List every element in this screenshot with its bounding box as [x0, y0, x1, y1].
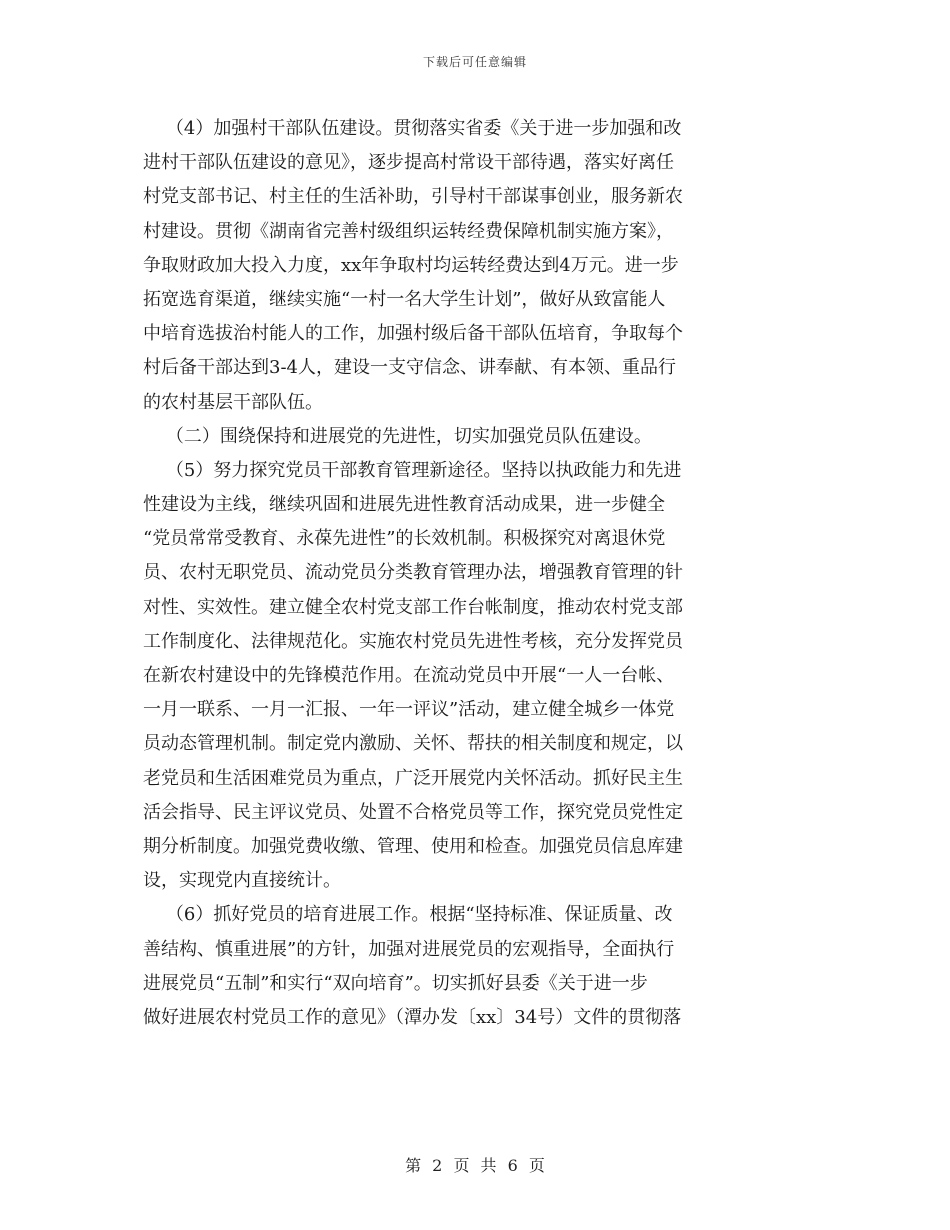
- body-line: （5）努力探究党员干部教育管理新途径。坚持以执政能力和先进: [143, 459, 682, 481]
- body-line: “党员常常受教育、永葆先进性”的长效机制。积极探究对离退休党: [143, 528, 666, 550]
- body-line: 性建设为主线，继续巩固和进展先进性教育活动成果，进一步健全: [143, 494, 665, 516]
- section-heading: （二）围绕保持和进展党的先进性，切实加强党员队伍建设。: [143, 425, 652, 447]
- body-line: 争取财政加大投入力度，xx年争取村均运转经费达到4万元。进一步: [143, 254, 679, 276]
- body-line: 老党员和生活困难党员为重点，广泛开展党内关怀活动。抓好民主生: [143, 767, 683, 789]
- body-line: 期分析制度。加强党费收缴、管理、使用和检查。加强党员信息库建: [143, 835, 683, 857]
- body-line: 活会指导、民主评议党员、处置不合格党员等工作，探究党员党性定: [143, 801, 683, 823]
- body-line: 的农村基层干部队伍。: [143, 391, 323, 413]
- body-line: 设，实现党内直接统计。: [143, 870, 341, 892]
- body-line: 善结构、慎重进展”的方针，加强对进展党员的宏观指导，全面执行: [143, 938, 675, 960]
- body-line: 进展党员“五制”和实行“双向培育”。切实抓好县委《关于进一步: [143, 972, 648, 994]
- body-line: 对性、实效性。建立健全农村党支部工作台帐制度，推动农村党支部: [143, 596, 683, 618]
- body-line: 拓宽选育渠道，继续实施“一村一名大学生计划”，做好从致富能人: [143, 288, 666, 310]
- body-line: 进村干部队伍建设的意见》，逐步提高村常设干部待遇，落实好离任: [143, 152, 674, 174]
- page-header-note: 下载后可任意编辑: [422, 55, 527, 69]
- document-body: [143, 112, 808, 1035]
- body-line: （4）加强村干部队伍建设。贯彻落实省委《关于进一步加强和改: [143, 118, 682, 139]
- body-line: （6）抓好党员的培育进展工作。根据“坚持标准、保证质量、改: [143, 904, 673, 926]
- body-line: 在新农村建设中的先锋模范作用。在流动党员中开展“一人一台帐、: [143, 665, 675, 686]
- body-line: 一月一联系、一月一汇报、一年一评议”活动，建立健全城乡一体党: [143, 699, 675, 721]
- body-line: 员动态管理机制。制定党内激励、关怀、帮扶的相关制度和规定，以: [143, 733, 683, 755]
- page-number-footer: 第 2 页 共 6 页: [405, 1156, 545, 1175]
- body-line: 中培育选拔治村能人的工作，加强村级后备干部队伍培育，争取每个: [143, 323, 683, 345]
- body-line: 村后备干部达到3-4人，建设一支守信念、讲奉献、有本领、重品行: [143, 357, 676, 379]
- body-line: 做好进展农村党员工作的意见》（潭办发〔xx〕34号）文件的贯彻落: [143, 1006, 682, 1028]
- body-line: 村党支部书记、村主任的生活补助，引导村干部谋事创业，服务新农: [143, 186, 683, 208]
- body-line: 工作制度化、法律规范化。实施农村党员先进性考核，充分发挥党员: [143, 630, 683, 652]
- body-line: 员、农村无职党员、流动党员分类教育管理办法，增强教育管理的针: [143, 562, 683, 584]
- body-line: 村建设。贯彻《湖南省完善村级组织运转经费保障机制实施方案》，: [143, 220, 674, 242]
